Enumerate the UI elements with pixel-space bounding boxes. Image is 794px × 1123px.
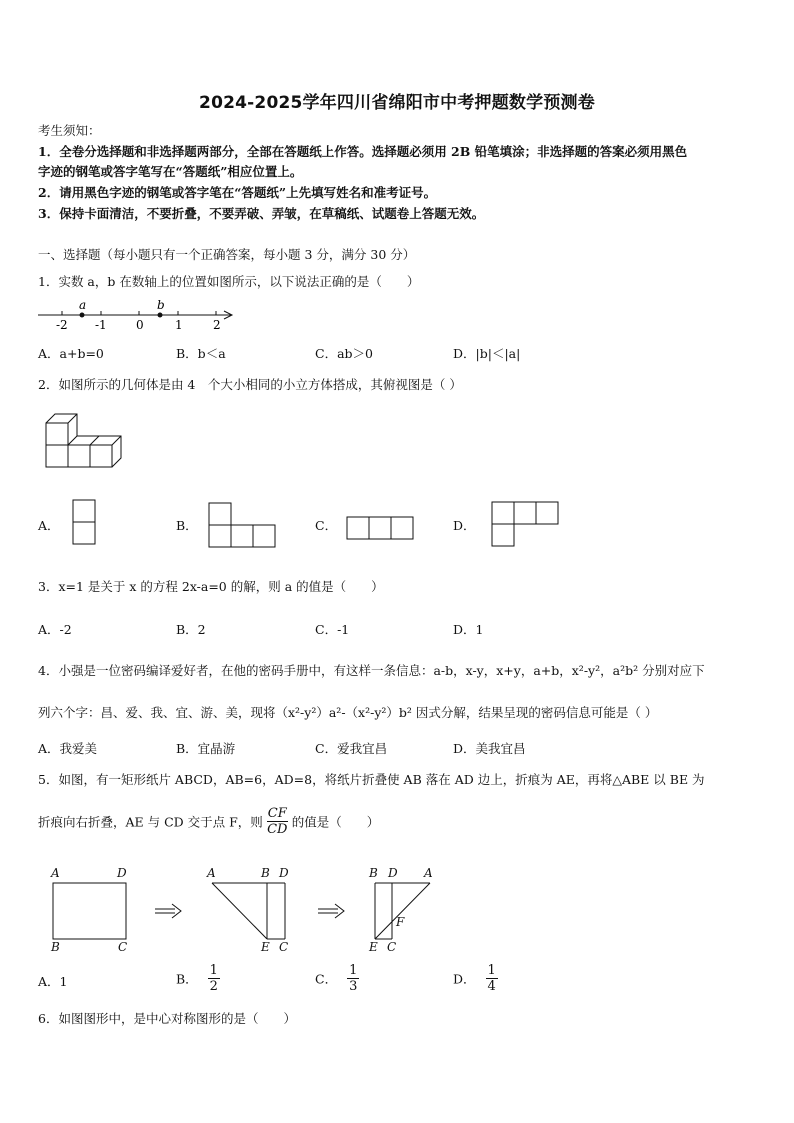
cf-over-cd-fraction xyxy=(267,806,288,837)
question-4-line-2: 列六个字：昌、爱、我、宜、游、美，现将（x²-y²）a²-（x²-y²）b² 因式分解，结果呈现的密码信息可能是（ ） xyxy=(38,705,658,720)
q4-option-c[interactable]: C．爱我宜昌 xyxy=(315,741,388,756)
page-title: 2024-2025学年四川省绵阳市中考押题数学预测卷 xyxy=(199,93,595,113)
option-letter: A． xyxy=(38,974,60,989)
question-6-stem: 6．如图图形中，是中心对称图形的是（ ） xyxy=(38,1011,296,1026)
label-b: B xyxy=(261,866,270,880)
fraction-denominator: CD xyxy=(267,822,288,837)
notice-heading: 考生须知： xyxy=(38,123,101,138)
fraction-denominator: 3 xyxy=(349,979,358,994)
q2-option-c[interactable]: C． xyxy=(315,518,338,533)
q1-option-c[interactable]: C．ab＞0 xyxy=(315,346,373,361)
option-letter: D． xyxy=(453,971,476,987)
question-5-line-1: 5．如图，有一矩形纸片 ABCD，AB=6，AD=8，将纸片折叠使 AB 落在 AD 边上，折痕为 AE，再将△ABE 以 BE 为 xyxy=(38,772,705,787)
tick-label: 0 xyxy=(136,318,144,332)
tick-label: 1 xyxy=(175,318,183,332)
q2-option-a-figure xyxy=(72,499,98,545)
q3-option-b[interactable]: B．2 xyxy=(176,622,206,637)
label-d: D xyxy=(279,866,289,880)
q3-option-a[interactable]: A．-2 xyxy=(38,622,72,637)
option-value: 1 xyxy=(59,974,68,989)
fraction-numerator: 1 xyxy=(487,963,496,978)
notice-line-3: 3．保持卡面清洁，不要折叠，不要弄破、弄皱，在草稿纸、试题卷上答题无效。 xyxy=(38,206,485,221)
label-e: E xyxy=(261,940,270,952)
tick-label: -1 xyxy=(95,318,107,332)
label-f: F xyxy=(396,915,405,929)
q5-option-a[interactable] xyxy=(38,972,67,990)
section-heading: 一、选择题（每小题只有一个正确答案，每小题 3 分，满分 30 分） xyxy=(38,247,416,262)
q1-option-d[interactable]: D．|b|＜|a| xyxy=(453,346,521,361)
label-a: A xyxy=(207,866,216,880)
q3-option-c[interactable]: C．-1 xyxy=(315,622,350,637)
point-a-label: a xyxy=(79,298,87,312)
question-5-text-a: 折痕向右折叠，AE 与 CD 交于点 F，则 xyxy=(38,814,263,830)
q2-option-a[interactable]: A． xyxy=(38,518,60,533)
arrow-icon xyxy=(155,904,181,918)
cube-solid-figure xyxy=(42,408,127,470)
question-3-stem: 3．x=1 是关于 x 的方程 2x-a=0 的解，则 a 的值是（ ） xyxy=(38,579,384,594)
fold-step-2 xyxy=(375,883,430,939)
q4-option-d[interactable]: D．美我宜昌 xyxy=(453,741,526,756)
q1-option-b[interactable]: B．b＜a xyxy=(176,346,226,361)
arrow-icon xyxy=(318,904,344,918)
notice-line-1b: 字迹的钢笔或答字笔写在“答题纸”相应位置上。 xyxy=(38,164,303,179)
q4-option-a[interactable]: A．我爱美 xyxy=(38,741,98,756)
label-b: B xyxy=(51,940,60,952)
label-c: C xyxy=(387,940,397,952)
label-e: E xyxy=(369,940,378,952)
question-4-line-1: 4．小强是一位密码编译爱好者，在他的密码手册中，有这样一条信息：a-b，x-y，x+y，a+b，x²-y²，a²b² 分别对应下 xyxy=(38,663,705,678)
rectangle-abcd xyxy=(53,883,126,939)
option-fraction xyxy=(347,963,359,994)
option-fraction xyxy=(208,963,220,994)
q2-option-d[interactable]: D． xyxy=(453,518,476,533)
fraction-denominator: 4 xyxy=(487,979,496,994)
label-a: A xyxy=(51,866,60,880)
fraction-numerator: CF xyxy=(267,806,287,821)
q4-option-b[interactable]: B．宜晶游 xyxy=(176,741,236,756)
option-letter: B． xyxy=(176,971,198,987)
fraction-numerator: 1 xyxy=(209,963,218,978)
tick-label: -2 xyxy=(56,318,68,332)
q5-option-b[interactable] xyxy=(176,963,220,994)
label-d: D xyxy=(388,866,398,880)
q2-option-b[interactable]: B． xyxy=(176,518,198,533)
tick-label: 2 xyxy=(213,318,221,332)
label-d: D xyxy=(117,866,127,880)
question-2-stem: 2．如图所示的几何体是由 4 个大小相同的小立方体搭成，其俯视图是（ ） xyxy=(38,377,462,392)
q5-option-c[interactable] xyxy=(315,963,359,994)
option-fraction xyxy=(486,963,498,994)
notice-line-1a: 1．全卷分选择题和非选择题两部分，全部在答题纸上作答。选择题必须用 2B 铅笔填涂；非选择题的答案必须用黑色 xyxy=(38,144,688,159)
fraction-denominator: 2 xyxy=(209,979,218,994)
label-c: C xyxy=(279,940,289,952)
point-b-label: b xyxy=(157,298,165,312)
q5-option-d[interactable] xyxy=(453,963,498,994)
q2-option-b-figure xyxy=(208,502,276,548)
fraction-numerator: 1 xyxy=(349,963,358,978)
q2-option-c-figure xyxy=(346,516,414,541)
question-1-stem: 1．实数 a，b 在数轴上的位置如图所示，以下说法正确的是（ ） xyxy=(38,274,420,289)
question-5-text-b: 的值是（ ） xyxy=(291,814,380,830)
label-a: A xyxy=(424,866,433,880)
notice-line-2: 2．请用黑色字迹的钢笔或答字笔在“答题纸”上先填写姓名和准考证号。 xyxy=(38,185,437,200)
point-b xyxy=(158,313,163,318)
q3-option-d[interactable]: D．1 xyxy=(453,622,484,637)
q1-option-a[interactable]: A．a+b=0 xyxy=(38,346,104,361)
number-line-figure xyxy=(36,296,241,336)
label-c: C xyxy=(118,940,128,952)
folding-figures xyxy=(40,862,450,952)
point-a xyxy=(80,313,85,318)
q2-option-d-figure xyxy=(491,501,559,547)
fold-step-1 xyxy=(212,883,285,939)
label-b: B xyxy=(369,866,378,880)
option-letter: C． xyxy=(315,971,338,987)
question-5-line-2 xyxy=(38,806,379,837)
